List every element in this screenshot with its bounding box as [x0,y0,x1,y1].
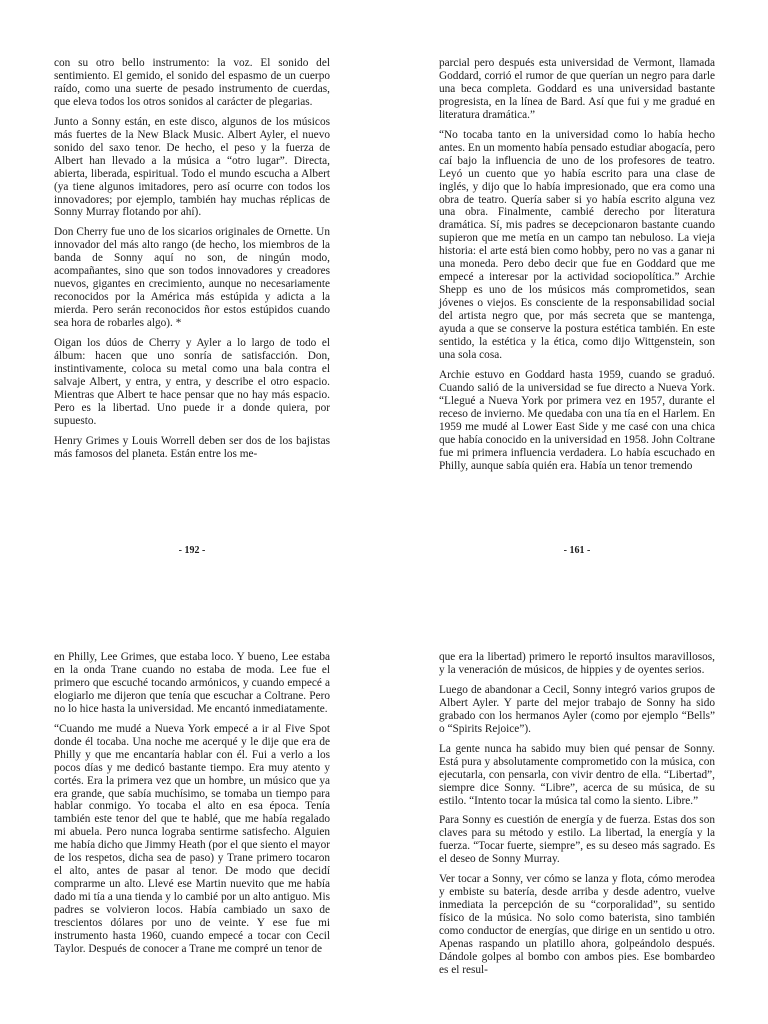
page-161-text [439,57,715,480]
bottom-left-page-text [54,651,330,963]
paragraph: Henry Grimes y Louis Worrell deben ser dos de los bajistas más famosos del planeta. Están entre los me- [54,434,330,460]
paragraph: Luego de abandonar a Cecil, Sonny integró varios grupos de Albert Ayler. Y parte del mejor trabajo de Sonny ha sido grabado con los hermanos Ayler (como por ejemplo “Bells” o “Spirits Rejoice”). [439,683,715,735]
paragraph: Para Sonny es cuestión de energía y de fuerza. Estas dos son claves para su método y estilo. La libertad, la energía y la fuerza. “Tocar fuerte, siempre”, es su deseo más sagrado. Es el deseo de Sonny Murray. [439,814,715,866]
page-number: - 192 - [178,545,206,556]
paragraph: con su otro bello instrumento: la voz. El sonido del sentimiento. El gemido, el sonido del espasmo de un cuerpo raído, como una suerte de pesado instrumento de cuerdas, que eleva todos los otros sonidos al carácter de plegarias. [54,57,330,108]
paragraph: “No tocaba tanto en la universidad como lo había hecho antes. En un momento había pensado estudiar abogacía, pero caí bajo la influencia de uno de los profesores de teatro. Leyó un cuento que yo había escrito para una clase de inglés, y dijo que lo había impresionado, que era como una obra de teatro. Quería saber si yo había escrito alguna vez una obra. Finalmente, cambié derecho por literatura dramática. Sí, mis padres se decepcionaron bastante cuando supieron que me metía en un campo tan nebuloso. La vieja historia: el arte está bien como hobby, pero no vas a ganar ni una moneda. Pero debo decir que fue en Goddard que me empecé a interesar por la actividad sociopolítica.” Archie Shepp es uno de los músicos más comprometidos, sean jóvenes o viejos. Es consciente de la responsabilidad social del artista negro que, por más secreta que se mantenga, ayuda a que se conserve la postura estética también. En este sentido, la estética y la ética, como dijo Wittgenstein, son una sola cosa. [439,128,715,361]
paragraph: “Cuando me mudé a Nueva York empecé a ir al Five Spot donde él tocaba. Una noche me acerqué y le dije que era de Philly y que me encantaría hablar con él. Fui a verlo a los pocos días y me dedicó bastante tiempo. Era muy atento y cortés. Era la primera vez que un hombre, un músico que ya era grande, que sabía muchísimo, se tomaba un tiempo para hablar conmigo. Yo tocaba el alto en esa época. Tenía también este tenor del que te hablé, que me había regalado mi abuela. Pero nunca lograba sentirme satisfecho. Alguien me había dicho que Jimmy Heath (por el que siento el mayor de los respetos, dicha sea de paso) y Trane primero tocaron el alto, antes de pasar al tenor. De modo que decidí comprarme un alto. Llevé ese Martin nuevito que me había dado mi tía a una tienda y lo cambié por un alto antiguo. Mis padres se volvieron locos. Había cambiado un saxo de trescientos dólares por uno de veinte. Y ese fue mi instrumento hasta 1960, cuando empecé a tocar con Cecil Taylor. Después de conocer a Trane me compré un tenor de [54,722,330,955]
paragraph: La gente nunca ha sabido muy bien qué pensar de Sonny. Está pura y absolutamente comprometido con la música, con ejecutarla, con pensarla, con vivir dentro de ella. “Libertad”, siempre dice Sonny. “Libre”, acerca de su música, de su estilo. “Intento tocar la música tal como la siento. Libre.” [439,742,715,807]
bottom-right-page-text [439,651,715,984]
paragraph: Oigan los dúos de Cherry y Ayler a lo largo de todo el álbum: hacen que uno sonría de satisfacción. Don, instintivamente, coloca su metal como una bala contra el salvaje Albert, y entra, y entra, y describe el otro espacio. Mientras que Albert te hace pensar que no hay más espacio. Pero es la libertad. Uno puede ir a donde quiera, por supuesto. [54,337,330,427]
paragraph: Ver tocar a Sonny, ver cómo se lanza y flota, cómo merodea y embiste su batería, desde arriba y desde adentro, vuelve inmediata la percepción de su “corporalidad”, su sentido físico de la música. No solo como baterista, sino también como conductor de energías, que dirige en un sentido u otro. Apenas raspando un platillo ahora, golpeándolo después. Dándole golpes al bombo con ambos pies. Ese bombardeo es el resul- [439,873,715,976]
page-number: - 161 - [563,545,591,556]
paragraph: parcial pero después esta universidad de Vermont, llamada Goddard, corrió el rumor de que querían un negro para darle una beca completa. Goddard es una universidad bastante progresista, en la línea de Bard. Así que fui y me gradué en literatura dramática.” [439,57,715,121]
paragraph: Junto a Sonny están, en este disco, algunos de los músicos más fuertes de la New Black Music. Albert Ayler, el nuevo sonido del saxo tenor. De hecho, el peso y la fuerza de Albert han llevado a la música a “otro lugar”. Directa, abierta, liberada, espiritual. Todo el mundo escucha a Albert (ya tiene algunos imitadores, pero así ocurre con todos los innovadores; por ejemplo, también hay muchas réplicas de Sonny Murray flotando por ahí). [54,115,330,219]
paragraph: Archie estuvo en Goddard hasta 1959, cuando se graduó. Cuando salió de la universidad se fue directo a Nueva York. “Llegué a Nueva York por primera vez en 1957, durante el receso de invierno. Me quedaba con una tía en el Harlem. En 1959 me mudé al Lower East Side y me casé con una chica que había conocido en la universidad en 1958. John Coltrane fue mi primera influencia verdadera. Lo había escuchado en Philly, aunque sabía quién era. Había un tenor tremendo [439,368,715,472]
paragraph: Don Cherry fue uno de los sicarios originales de Ornette. Un innovador del más alto rango (de hecho, los miembros de la banda de Sonny aquí no son, de ningún modo, acompañantes, sino que son todos innovadores y creadores nuevos, gigantes en crecimiento, aunque no necesariamente reconocidos por la América más estúpida y adicta a la mierda. Pero serán reconocidos ñor estos estúpidos cuando sea hora de robarles algo). * [54,226,330,330]
page-192-text [54,57,330,468]
paragraph: en Philly, Lee Grimes, que estaba loco. Y bueno, Lee estaba en la onda Trane cuando no estaba de moda. Lee fue el primero que escuché tocando armónicos, y cuando empecé a elogiarlo me dijeron que tenía que escuchar a Coltrane. Pero no lo hice hasta la universidad. Me encantó inmediatamente. [54,651,330,715]
paragraph: que era la libertad) primero le reportó insultos maravillosos, y la veneración de músicos, de hippies y de oyentes serios. [439,651,715,676]
